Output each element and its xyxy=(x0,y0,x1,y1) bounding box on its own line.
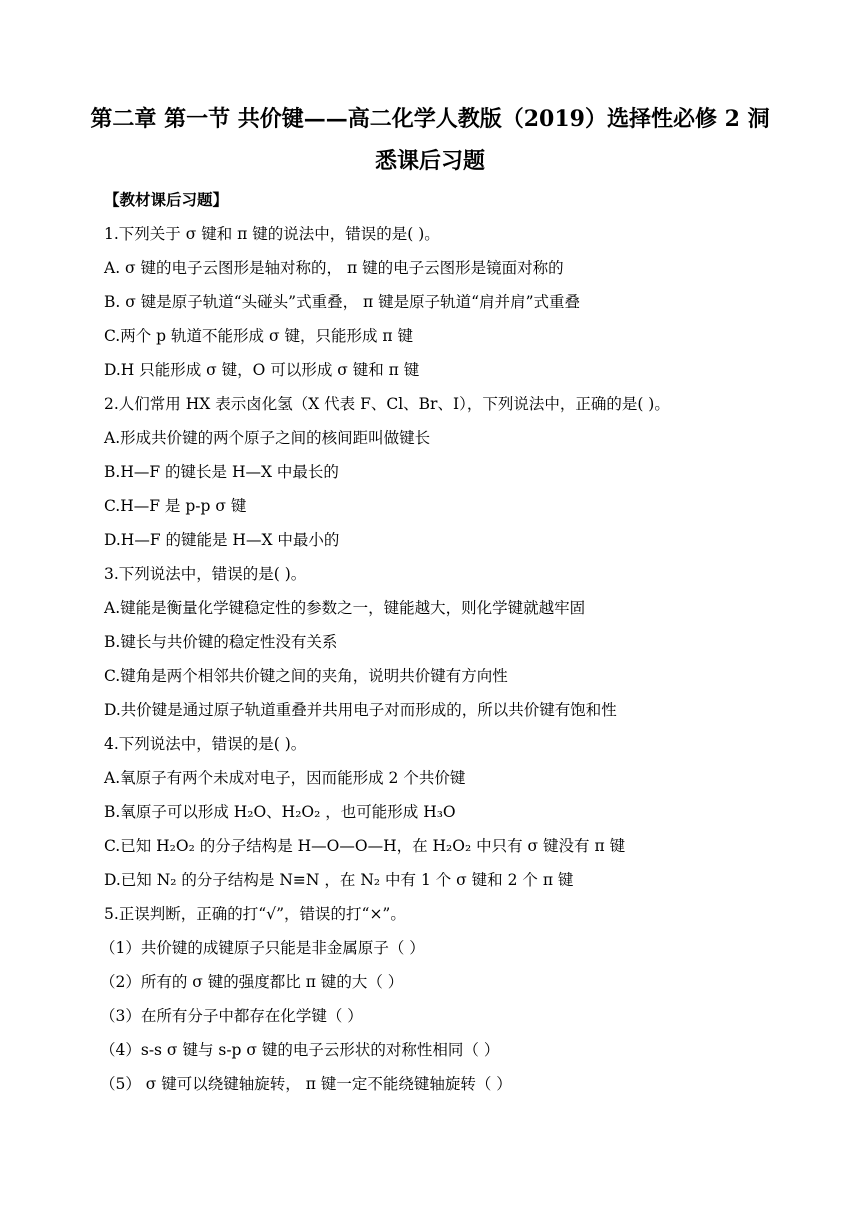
statement-5-3: （3）在所有分子中都存在化学键（ ） xyxy=(100,1007,363,1025)
option-2c: C.H—F 是 p-p σ 键 xyxy=(104,497,247,515)
statement-5-5: （5） σ 键可以绕键轴旋转， π 键一定不能绕键轴旋转（ ） xyxy=(100,1075,512,1093)
section-heading: 【教材课后习题】 xyxy=(104,190,229,209)
question-4: 4.下列说法中，错误的是( )。 xyxy=(104,735,307,753)
option-1a: A. σ 键的电子云图形是轴对称的， π 键的电子云图形是镜面对称的 xyxy=(104,259,564,277)
question-5: 5.正误判断，正确的打“√”，错误的打“×”。 xyxy=(104,905,406,923)
statement-5-2: （2）所有的 σ 键的强度都比 π 键的大（ ） xyxy=(100,973,404,991)
option-1b: B. σ 键是原子轨道“头碰头”式重叠， π 键是原子轨道“肩并肩”式重叠 xyxy=(104,293,580,311)
option-4d: D.已知 N₂ 的分子结构是 N≡N ，在 N₂ 中有 1 个 σ 键和 2 个 π 键 xyxy=(104,871,574,889)
question-2: 2.人们常用 HX 表示卤化氢（X 代表 F、Cl、Br、I），下列说法中，正确的是( )。 xyxy=(104,395,670,413)
statement-5-4: （4）s-s σ 键与 s-p σ 键的电子云形状的对称性相同（ ） xyxy=(100,1041,500,1059)
option-4c: C.已知 H₂O₂ 的分子结构是 H—O—O—H，在 H₂O₂ 中只有 σ 键没有 π 键 xyxy=(104,837,626,855)
option-2a: A.形成共价键的两个原子之间的核间距叫做键长 xyxy=(104,429,431,447)
option-3c: C.键角是两个相邻共价键之间的夹角，说明共价键有方向性 xyxy=(104,667,508,685)
document-title-line-2: 悉课后习题 xyxy=(374,148,485,174)
statement-5-1: （1）共价键的成键原子只能是非金属原子（ ） xyxy=(100,939,425,957)
option-3b: B.键长与共价键的稳定性没有关系 xyxy=(104,633,338,651)
option-4b: B.氧原子可以形成 H₂O、H₂O₂ ，也可能形成 H₃O xyxy=(104,803,456,821)
option-4a: A.氧原子有两个未成对电子，因而能形成 2 个共价键 xyxy=(104,769,466,787)
option-1c: C.两个 p 轨道不能形成 σ 键，只能形成 π 键 xyxy=(104,327,413,345)
option-2d: D.H—F 的键能是 H—X 中最小的 xyxy=(104,531,340,549)
option-3d: D.共价键是通过原子轨道重叠并共用电子对而形成的，所以共价键有饱和性 xyxy=(104,701,617,719)
question-1: 1.下列关于 σ 键和 π 键的说法中，错误的是( )。 xyxy=(104,225,440,243)
option-1d: D.H 只能形成 σ 键，O 可以形成 σ 键和 π 键 xyxy=(104,361,420,379)
document-title-line-1: 第二章 第一节 共价键——高二化学人教版（2019）选择性必修 2 洞 xyxy=(90,106,770,132)
option-2b: B.H—F 的键长是 H—X 中最长的 xyxy=(104,463,339,481)
question-3: 3.下列说法中，错误的是( )。 xyxy=(104,565,307,583)
option-3a: A.键能是衡量化学键稳定性的参数之一，键能越大，则化学键就越牢固 xyxy=(104,599,586,617)
